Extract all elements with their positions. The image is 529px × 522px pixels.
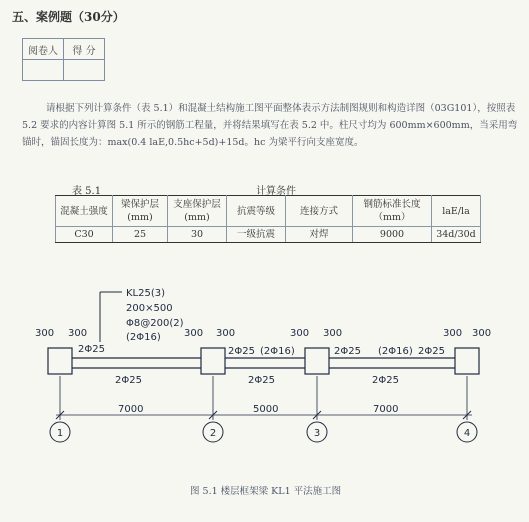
mid-rebar-2: (2Φ16): [378, 346, 413, 357]
header-cell: 钢筋标准长度（mm）: [353, 196, 432, 227]
header-cell: laE/la: [432, 196, 481, 227]
bottom-rebar-3: 2Φ25: [372, 375, 399, 386]
mid-rebar-1: (2Φ16): [260, 346, 295, 357]
col-offset-4b: 300: [472, 328, 492, 339]
score-label: 得 分: [64, 39, 105, 60]
header-cell: 连接方式: [286, 196, 353, 227]
axis-label-3: 3: [313, 428, 321, 439]
header-cell: 混凝土强度: [56, 196, 113, 227]
condition-table: [55, 195, 481, 243]
column-4: [455, 348, 479, 374]
header-cell: 抗震等级: [227, 196, 286, 227]
header-cell: 梁保护层(mm): [113, 196, 168, 227]
data-cell: 9000: [353, 227, 432, 243]
data-cell: 25: [113, 227, 168, 243]
bottom-rebar-1: 2Φ25: [115, 375, 142, 386]
problem-text: 请根据下列计算条件（表 5.1）和混凝土结构施工图平面整体表示方法制图规则和构造详图（03G101），按照表 5.2 要求的内容计算图 5.1 所示的钢筋工程量，并将结果填写在表 5.2 中。柱尺寸均为 600mm×600mm，当采用弯锚时，锚固长度为：max(0.4 laE,0.5hc+5d)+15d。hc 为梁平行向支座宽度。: [22, 103, 518, 148]
col-offset-1a: 300: [35, 328, 55, 339]
bottom-rebar-2: 2Φ25: [248, 375, 275, 386]
column-3: [305, 348, 329, 374]
span-3: 7000: [373, 404, 399, 415]
col-offset-4a: 300: [443, 328, 463, 339]
section-title: 五、案例题（30分）: [12, 10, 125, 24]
axis-label-4: 4: [463, 428, 471, 439]
reviewer-label: 阅卷人: [23, 39, 64, 60]
callout-line-3: Φ8@200(2): [126, 318, 184, 329]
axis-label-1: 1: [56, 428, 64, 439]
reviewer-cell[interactable]: [23, 60, 64, 81]
table51-label: 表 5.1: [72, 186, 102, 197]
data-cell: 30: [168, 227, 227, 243]
span-2: 5000: [253, 404, 279, 415]
data-cell: C30: [56, 227, 113, 243]
col-offset-2a: 300: [184, 328, 204, 339]
data-cell: 34d/30d: [432, 227, 481, 243]
callout-line-1: KL25(3): [126, 288, 166, 299]
data-cell: 对焊: [286, 227, 353, 243]
table51-caption: 计算条件: [256, 186, 296, 197]
col-offset-1b: 300: [68, 328, 88, 339]
col-offset-3a: 300: [290, 328, 310, 339]
data-cell: 一级抗震: [227, 227, 286, 243]
beam-plan-drawing: [0, 270, 529, 480]
col-offset-3b: 300: [323, 328, 343, 339]
top-rebar-1: 2Φ25: [78, 344, 105, 355]
top-rebar-3: 2Φ25: [334, 346, 361, 357]
callout-line-2: 200×500: [126, 303, 173, 314]
span-1: 7000: [118, 404, 144, 415]
callout-line-4: (2Φ16): [126, 332, 161, 343]
header-cell: 支座保护层(mm): [168, 196, 227, 227]
col-offset-2b: 300: [216, 328, 236, 339]
figure-caption: 图 5.1 楼层框架梁 KL1 平法施工图: [190, 486, 342, 497]
column-1: [48, 348, 72, 374]
score-cell[interactable]: [64, 60, 105, 81]
column-2: [201, 348, 225, 374]
axis-label-2: 2: [209, 428, 217, 439]
top-rebar-2: 2Φ25: [228, 346, 255, 357]
grader-table: [22, 38, 105, 81]
top-rebar-4: 2Φ25: [418, 346, 445, 357]
